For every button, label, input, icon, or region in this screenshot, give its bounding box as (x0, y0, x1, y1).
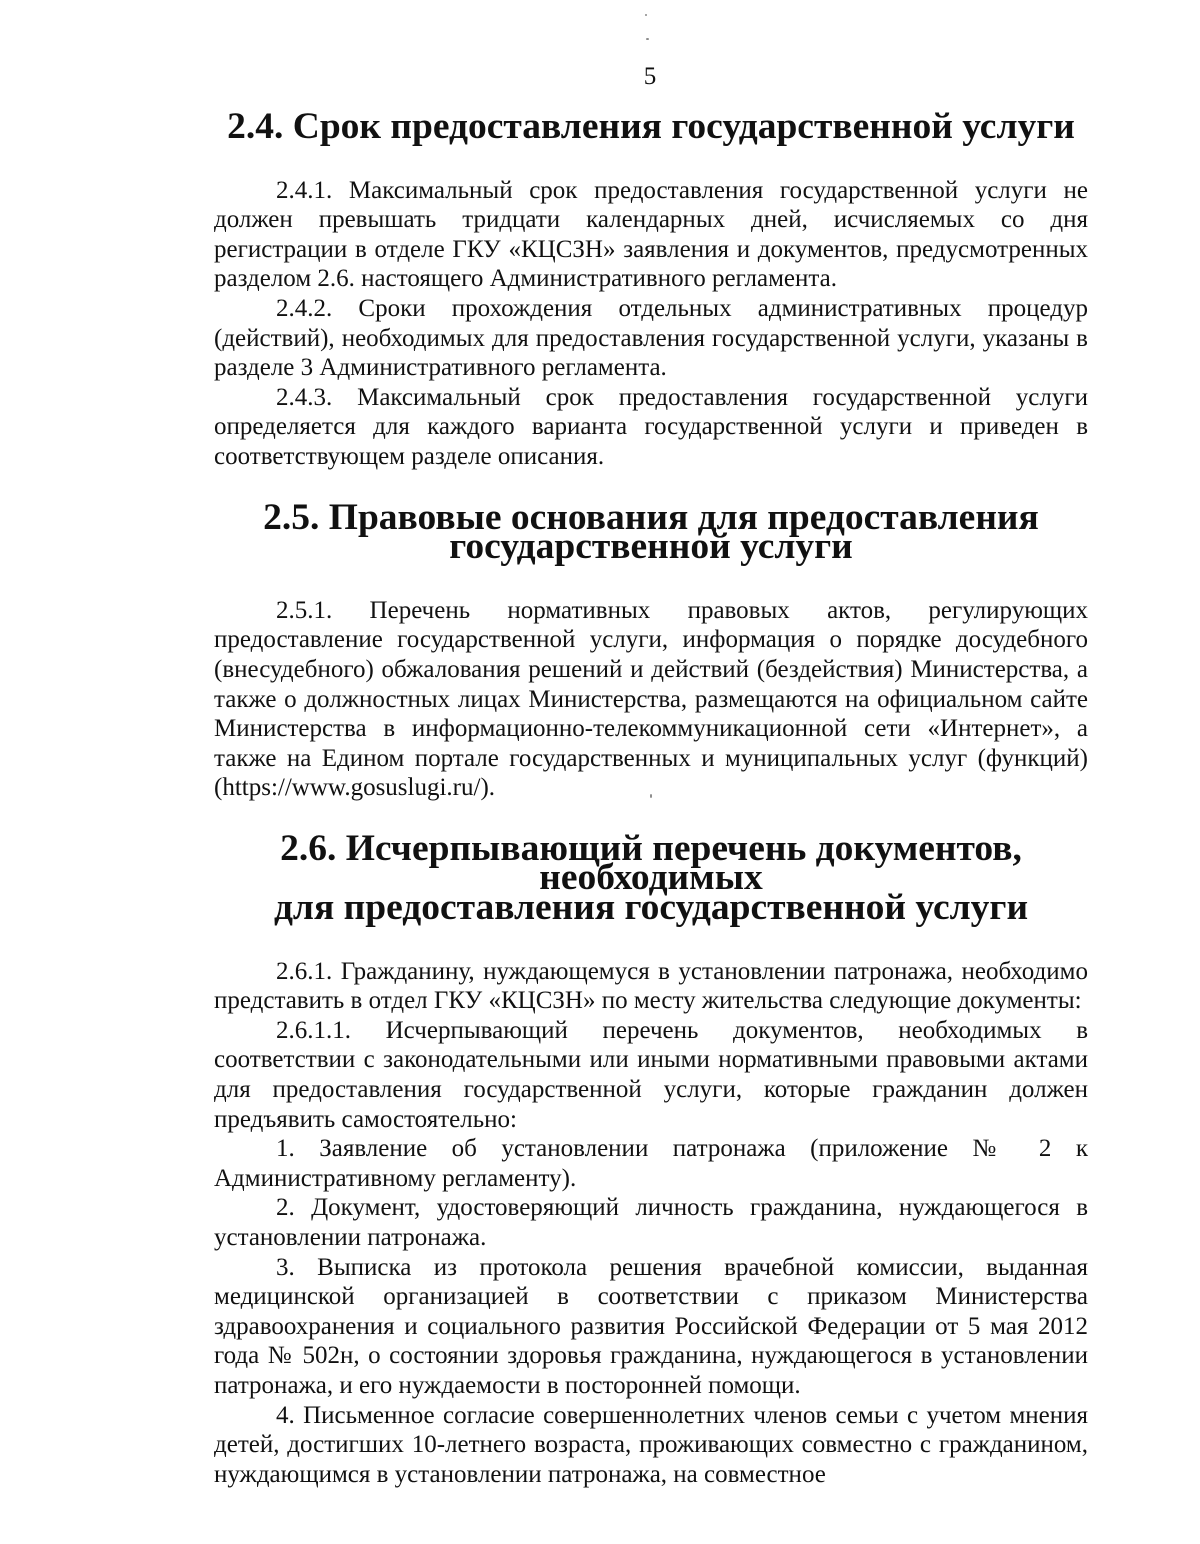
section-2-4 (214, 106, 1088, 472)
section-2-6 (214, 827, 1088, 1489)
page-number: 5 (643, 63, 657, 90)
document-body (214, 106, 1088, 1489)
paragraph-2-4-1: 2.4.1. Максимальный срок предоставления государственной услуги не должен превышать тридцати календарных дней, исчисляемых со дня регистрации в отделе ГКУ «КЦСЗН» заявления и документов, предусмотренных разделом 2.6. настоящего Административного регламента. (214, 176, 1088, 293)
section-2-5 (214, 496, 1088, 803)
list-item-3: 3. Выписка из протокола решения врачебной комиссии, выданная медицинской организацией в соответствии с приказом Министерства здравоохранения и социального развития Российской Федерации от 5 мая 2012 года № 502н, о состоянии здоровья гражданина, нуждающегося в установлении патронажа, и его нуждаемости в посторонней помощи. (214, 1253, 1088, 1399)
section-heading-line: государственной услуги (449, 526, 853, 568)
section-heading (214, 496, 1088, 568)
list-item-4: 4. Письменное согласие совершеннолетних членов семьи с учетом мнения детей, достигших 10-летнего возраста, проживающих совместно с гражданином, нуждающимся в установлении патронажа, на совместное (214, 1401, 1088, 1488)
section-heading-line: 2.5. Правовые основания для предоставления (263, 496, 1039, 538)
section-heading-line: для предоставления государственной услуги (273, 887, 1029, 929)
scan-speck (646, 38, 649, 40)
section-heading-line: 2.6. Исчерпывающий перечень документов, необходимых (280, 827, 1022, 899)
scan-speck (645, 14, 647, 16)
paragraph-2-6-1: 2.6.1. Гражданину, нуждающемуся в установлении патронажа, необходимо представить в отдел ГКУ «КЦСЗН» по месту жительства следующие документы: (214, 957, 1088, 1015)
list-item-2: 2. Документ, удостоверяющий личность гражданина, нуждающегося в установлении патронажа. (214, 1194, 1088, 1251)
list-item-1: 1. Заявление об установлении патронажа (приложение № 2 к Административному регламенту). (214, 1135, 1088, 1192)
section-heading (214, 106, 1088, 147)
paragraph-2-4-3: 2.4.3. Максимальный срок предоставления государственной услуги определяется для каждого варианта государственной услуги и приведен в соответствующем разделе описания. (214, 383, 1088, 470)
section-heading-line: 2.4. Срок предоставления государственной услуги (227, 106, 1075, 147)
section-heading (214, 827, 1088, 929)
paragraph-2-6-1-1: 2.6.1.1. Исчерпывающий перечень документов, необходимых в соответствии с законодательными или иными нормативными правовыми актами для предоставления государственной услуги, которые гражданин должен предъявить самостоятельно: (214, 1016, 1088, 1133)
paragraph-2-4-2: 2.4.2. Сроки прохождения отдельных административных процедур (действий), необходимых для предоставления государственной услуги, указаны в разделе 3 Административного регламента. (214, 294, 1088, 382)
paragraph-2-5-1: 2.5.1. Перечень нормативных правовых актов, регулирующих предоставление государственной услуги, информация о порядке досудебного (внесудебного) обжалования решений и действий (бездействия) Министерства, а также о должностных лицах Министерства, размещаются на официальном сайте Министерства в информационно-телекоммуникационной сети «Интернет», а также на Едином портале государственных и муниципальных услуг (функций) (https://www.gosuslugi.ru/). (214, 596, 1088, 802)
